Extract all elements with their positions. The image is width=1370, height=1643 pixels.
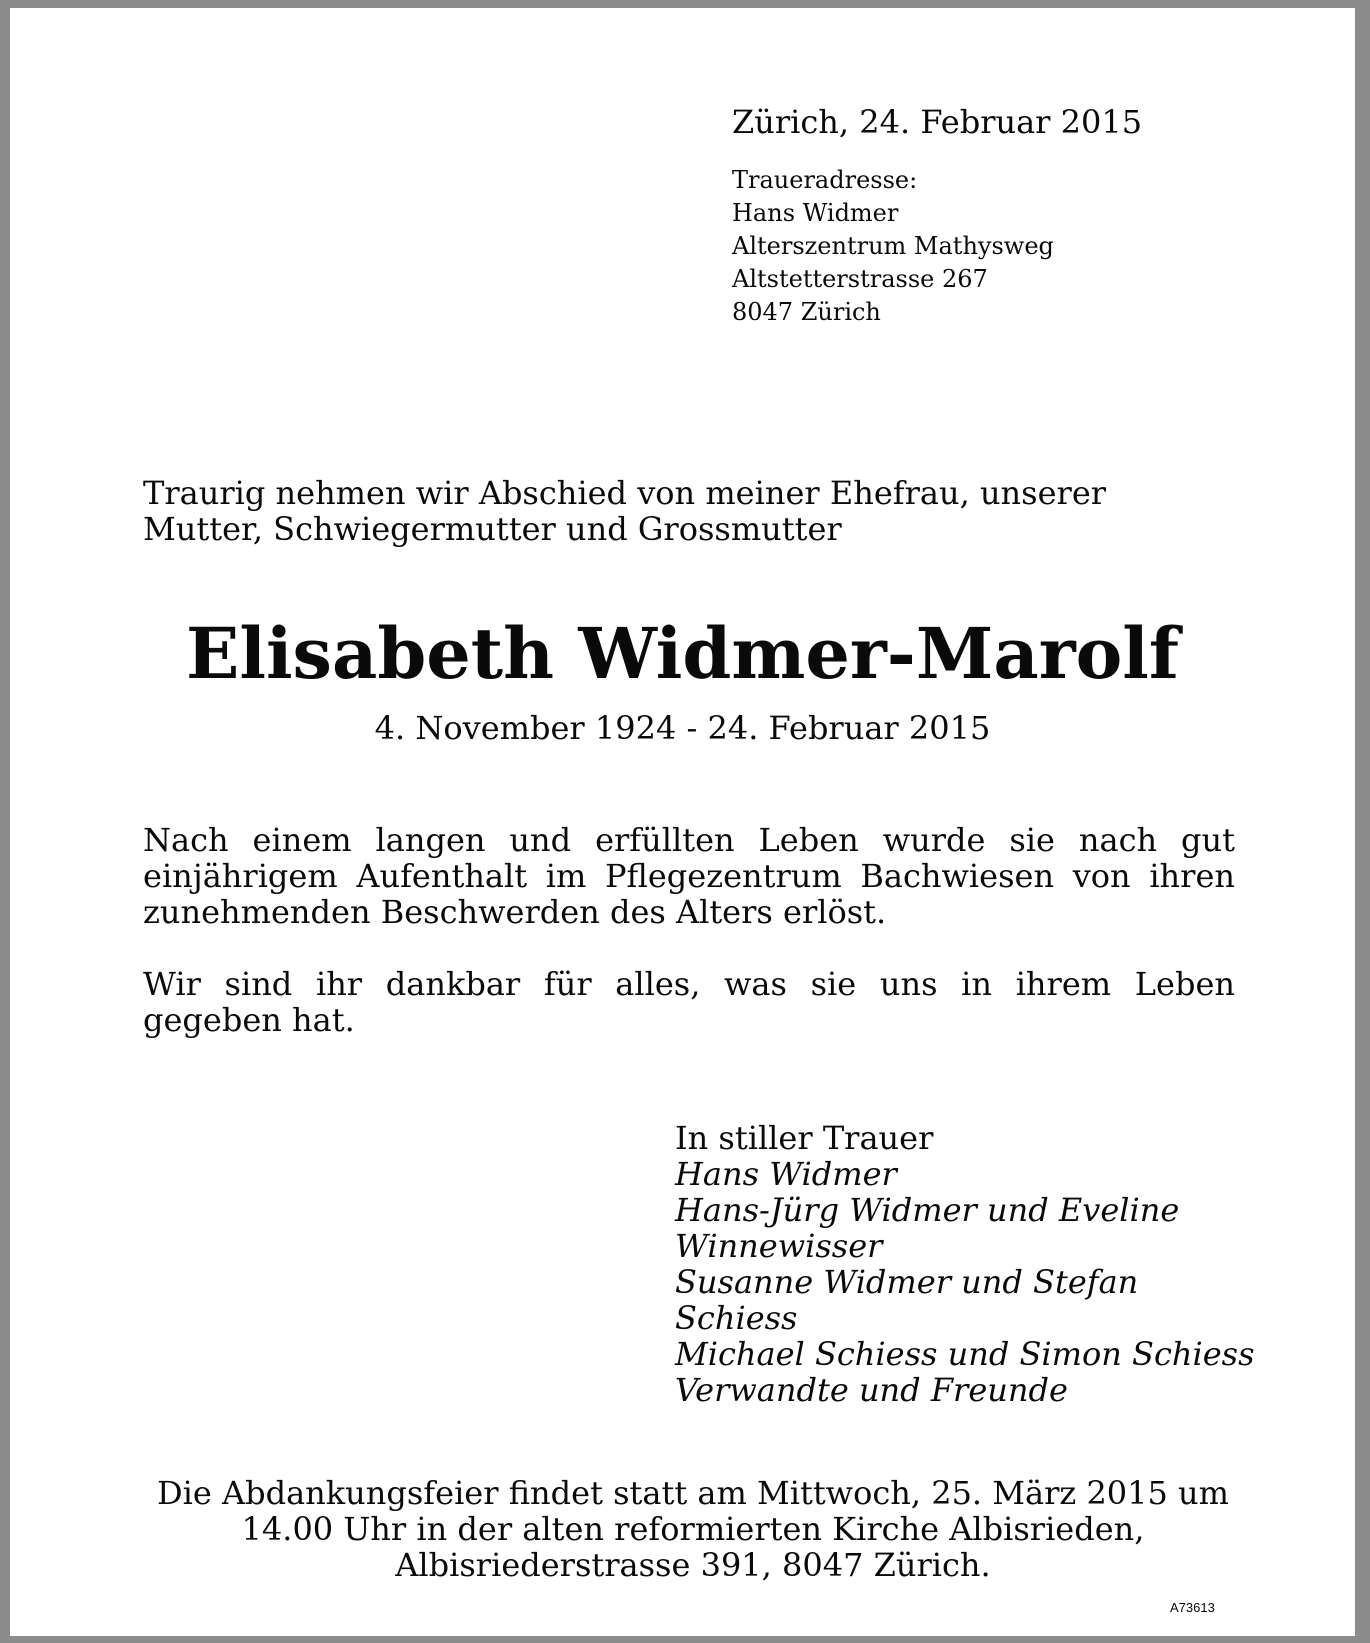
life-dates: 4. November 1924 - 24. Februar 2015 — [374, 709, 991, 747]
mourner-name: Hans-Jürg Widmer und Eveline Winnewisser — [675, 1191, 1180, 1265]
deceased-name: Elisabeth Widmer-Marolf — [186, 612, 1179, 695]
mourning-address — [732, 164, 1054, 329]
mourner-name: Susanne Widmer und Stefan Schiess — [675, 1263, 1139, 1337]
address-label: Traueradresse: — [732, 166, 918, 194]
mourner-name: Michael Schiess und Simon Schiess — [675, 1335, 1255, 1373]
reference-code: A73613 — [1170, 1600, 1215, 1615]
body-paragraph: Wir sind ihr dankbar für alles, was sie uns in ihrem Leben gegeben hat. — [143, 965, 1235, 1039]
address-line: Hans Widmer — [732, 199, 899, 227]
mourners-block — [675, 1120, 1255, 1408]
mourner-name: Hans Widmer — [675, 1155, 897, 1193]
body-paragraph: Nach einem langen und erfüllten Leben wurde sie nach gut einjährigem Aufenthalt im Pflegezentrum Bachwiesen von ihren zunehmenden Beschwerden des Alters erlöst. — [143, 821, 1235, 931]
place-date: Zürich, 24. Februar 2015 — [732, 103, 1143, 141]
address-line: Altstetterstrasse 267 — [732, 265, 988, 293]
mourners-list — [675, 1156, 1255, 1408]
funeral-service-info: Die Abdankungsfeier findet statt am Mittwoch, 25. März 2015 um 14.00 Uhr in der alten reformierten Kirche Albisrieden, Albisriederstrasse 391, 8047 Zürich. — [157, 1474, 1229, 1584]
address-line: Alterszentrum Mathysweg — [732, 232, 1054, 260]
mourner-name: Verwandte und Freunde — [675, 1371, 1068, 1409]
obituary-body — [143, 822, 1235, 1074]
mourners-heading: In stiller Trauer — [675, 1119, 934, 1157]
intro-text: Traurig nehmen wir Abschied von meiner Ehefrau, unserer Mutter, Schwiegermutter und Grossmutter — [143, 474, 1107, 548]
address-line: 8047 Zürich — [732, 298, 881, 326]
obituary-notice — [10, 8, 1355, 1636]
